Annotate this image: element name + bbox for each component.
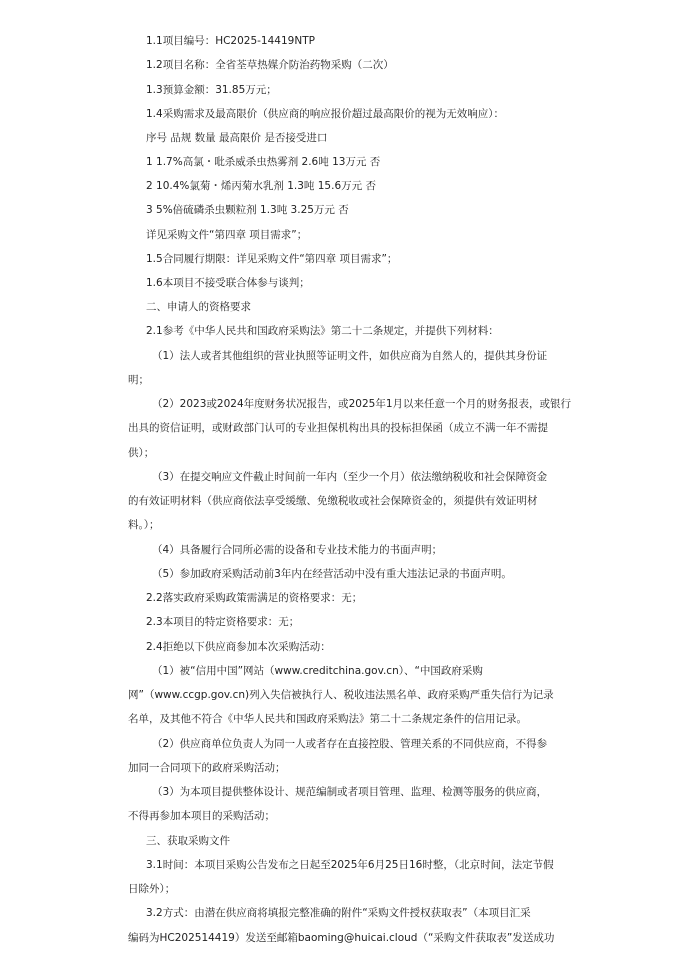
item-2-4-2: （2）供应商单位负责人为同一人或者存在直接控股、管理关系的不同供应商，不得参	[152, 738, 548, 750]
requirements-row-2: 2 10.4%氯菊・烯丙菊水乳剂 1.3吨 15.6万元 否	[146, 180, 376, 192]
requirements-table-header: 序号 品规 数量 最高限价 是否接受进口	[146, 132, 328, 144]
item-2-4-1-cont-2: 名单，及其他不符合《中华人民共和国政府采购法》第二十二条规定条件的信用记录。	[128, 713, 527, 725]
item-2-1-3-cont-2: 料。）；	[128, 519, 160, 531]
item-1-5-contract-period: 1.5合同履行期限：详见采购文件“第四章 项目需求”；	[146, 253, 398, 265]
item-3-1: 3.1时间：本项目采购公告发布之日起至2025年6月25日16时整，（北京时间，法定节假	[146, 859, 554, 871]
item-2-1-2: （2）2023或2024年度财务状况报告，或2025年1月以来任意一个月的财务报表，或银行	[152, 398, 572, 410]
item-2-4-1-cont-1: 网”（www.ccgp.gov.cn)列入失信被执行人、税收违法黑名单、政府采购严重失信行为记录	[128, 689, 554, 701]
item-1-6-no-consortium: 1.6本项目不接受联合体参与谈判；	[146, 277, 310, 289]
item-1-4-requirements: 1.4采购需求及最高限价（供应商的响应报价超过最高限价的视为无效响应）：	[146, 108, 504, 120]
item-1-1-project-number: 1.1项目编号：HC2025-14419NTP	[146, 35, 315, 47]
item-2-4-3-cont: 不得再参加本项目的采购活动；	[128, 810, 275, 822]
item-2-1-2-cont-2: 供）；	[128, 447, 155, 459]
item-2-1-1: （1）法人或者其他组织的营业执照等证明文件，如供应商为自然人的，提供其身份证	[152, 350, 548, 362]
item-2-2: 2.2落实政府采购政策需满足的资格要求：无；	[146, 592, 363, 604]
requirements-see-document: 详见采购文件“第四章 项目需求”；	[146, 229, 308, 241]
item-1-3-budget: 1.3预算金额：31.85万元；	[146, 84, 277, 96]
item-2-4: 2.4拒绝以下供应商参加本次采购活动：	[146, 641, 331, 653]
requirements-row-3: 3 5%倍硫磷杀虫颗粒剂 1.3吨 3.25万元 否	[146, 204, 349, 216]
item-2-4-2-cont: 加同一合同项下的政府采购活动；	[128, 762, 286, 774]
section-2-heading: 二、申请人的资格要求	[146, 301, 251, 313]
item-1-2-project-name: 1.2项目名称：全省荃草热媒介防治药物采购（二次）	[146, 59, 394, 71]
item-2-1: 2.1参考《中华人民共和国政府采购法》第二十二条规定，并提供下列材料：	[146, 325, 499, 337]
item-2-1-2-cont-1: 出具的资信证明，或财政部门认可的专业担保机构出具的投标担保函（成立不满一年不需提	[128, 422, 548, 434]
item-3-2-cont: 编码为HC202514419）发送至邮箱baoming@huicai.cloud（“采购文件获取表”发送成功	[128, 932, 555, 944]
item-2-4-3: （3）为本项目提供整体设计、规范编制或者项目管理、监理、检测等服务的供应商，	[152, 786, 548, 798]
item-2-1-1-cont: 明；	[128, 374, 149, 386]
item-2-1-3-cont-1: 的有效证明材料（供应商依法享受缓缴、免缴税收或社会保障资金的，须提供有效证明材	[128, 495, 538, 507]
requirements-row-1: 1 1.7%高氯・吡杀威杀虫热雾剂 2.6吨 13万元 否	[146, 156, 381, 168]
item-2-4-1: （1）被“信用中国”网站（www.creditchina.gov.cn）、“中国政府采购	[152, 665, 483, 677]
item-2-3: 2.3本项目的特定资格要求：无；	[146, 616, 300, 628]
section-3-heading: 三、获取采购文件	[146, 835, 230, 847]
item-3-1-cont: 日除外）；	[128, 883, 176, 895]
item-3-2: 3.2方式：由潜在供应商将填报完整准确的附件“采购文件授权获取表”（本项目汇采	[146, 907, 531, 919]
item-2-1-3: （3）在提交响应文件截止时间前一年内（至少一个月）依法缴纳税收和社会保障资金	[152, 471, 548, 483]
item-2-1-5: （5）参加政府采购活动前3年内在经营活动中没有重大违法记录的书面声明。	[152, 568, 512, 580]
item-2-1-4: （4）具备履行合同所必需的设备和专业技术能力的书面声明；	[152, 544, 443, 556]
